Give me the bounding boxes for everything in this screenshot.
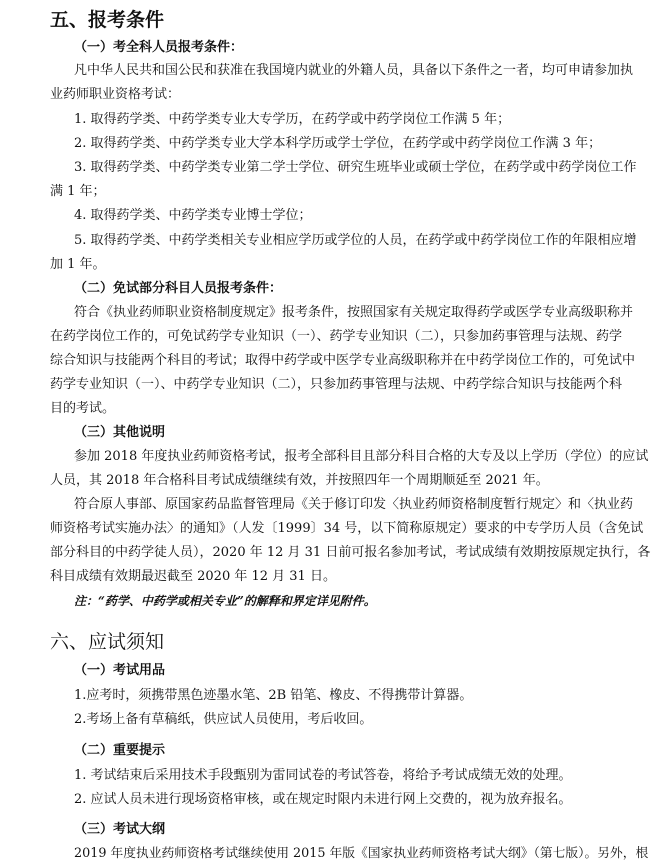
list-item: 1.应考时，须携带黑色迹墨水笔、2B 铅笔、橡皮、不得携带计算器。 bbox=[74, 688, 473, 703]
list-item-continuation: 满 1 年； bbox=[50, 184, 106, 199]
paragraph-line: 符合《执业药师职业资格制度规定》报考条件，按照国家有关规定取得药学或医学专业高级职称并 bbox=[74, 305, 634, 320]
section-5-sub3-heading: （三）其他说明 bbox=[74, 425, 166, 440]
list-item: 5. 取得药学类、中药学类相关专业相应学历或学位的人员，在药学或中药学岗位工作的年限相应增 bbox=[74, 233, 637, 248]
section-6-sub2-heading: （二）重要提示 bbox=[74, 743, 166, 758]
paragraph-line: 部分科目的中药学徒人员），2020 年 12 月 31 日前可报名参加考试，考试成绩有效期按原规定执行，各 bbox=[50, 545, 651, 560]
section-5-title: 五、报考条件 bbox=[50, 9, 165, 31]
paragraph-line: 符合原人事部、原国家药品监督管理局《关于修订印发〈执业药师资格制度暂行规定〉和〈执业药 bbox=[74, 497, 634, 512]
paragraph-line: 科目成绩有效期最迟截至 2020 年 12 月 31 日。 bbox=[50, 569, 336, 584]
section-5-sub1-intro-line: 业药师职业资格考试： bbox=[50, 87, 181, 102]
paragraph-line: 2019 年度执业药师资格考试继续使用 2015 年版《国家执业药师资格考试大纲》（第七版）。另外，根 bbox=[74, 846, 649, 861]
section-5-sub1-intro-line: 凡中华人民共和国公民和获准在我国境内就业的外籍人员，具备以下条件之一者，均可申请参加执 bbox=[74, 63, 634, 78]
section-6-sub3-heading: （三）考试大纲 bbox=[74, 822, 166, 837]
note: 注：“药学、中药学或相关专业”的解释和界定详见附件。 bbox=[74, 594, 376, 608]
section-5-sub1-heading: （一）考全科人员报考条件： bbox=[74, 40, 244, 55]
list-item: 1. 考试结束后采用技术手段甄别为雷同试卷的考试答卷，将给予考试成绩无效的处理。 bbox=[74, 768, 572, 783]
section-5-sub2-heading: （二）免试部分科目人员报考条件： bbox=[74, 281, 283, 296]
list-item: 4. 取得药学类、中药学类专业博士学位； bbox=[74, 208, 312, 223]
list-item: 2.考场上备有草稿纸，供应试人员使用，考后收回。 bbox=[74, 712, 373, 727]
paragraph-line: 参加 2018 年度执业药师资格考试，报考全部科目且部分科目合格的大专及以上学历（学位）的应试 bbox=[74, 449, 649, 464]
section-6-title: 六、应试须知 bbox=[50, 631, 165, 653]
list-item: 3. 取得药学类、中药学类专业第二学士学位、研究生班毕业或硕士学位，在药学或中药学岗位工作 bbox=[74, 160, 637, 175]
paragraph-line: 药学专业知识（一）、中药学专业知识（二），只参加药事管理与法规、中药学综合知识与技能两个科 bbox=[50, 377, 623, 392]
paragraph-line: 在药学岗位工作的，可免试药学专业知识（一）、药学专业知识（二），只参加药事管理与法规、药学 bbox=[50, 329, 623, 344]
list-item: 1. 取得药学类、中药学类专业大专学历，在药学或中药学岗位工作满 5 年； bbox=[74, 112, 511, 127]
paragraph-line: 师资格考试实施办法〉的通知》（人发〔1999〕34 号，以下简称原规定）要求的中专学历人员（含免试 bbox=[50, 521, 644, 536]
paragraph-line: 人员，其 2018 年合格科目考试成绩继续有效，并按照四年一个周期顺延至 2021 年。 bbox=[50, 473, 549, 488]
list-item-continuation: 加 1 年。 bbox=[50, 257, 106, 272]
paragraph-line: 目的考试。 bbox=[50, 401, 116, 416]
list-item: 2. 应试人员未进行现场资格审核，或在规定时限内未进行网上交费的，视为放弃报名。 bbox=[74, 792, 572, 807]
section-6-sub1-heading: （一）考试用品 bbox=[74, 663, 166, 678]
paragraph-line: 综合知识与技能两个科目的考试；取得中药学或中医学专业高级职称并在中药学岗位工作的，可免试中 bbox=[50, 353, 636, 368]
list-item: 2. 取得药学类、中药学类专业大学本科学历或学士学位，在药学或中药学岗位工作满 3 年； bbox=[74, 136, 602, 151]
